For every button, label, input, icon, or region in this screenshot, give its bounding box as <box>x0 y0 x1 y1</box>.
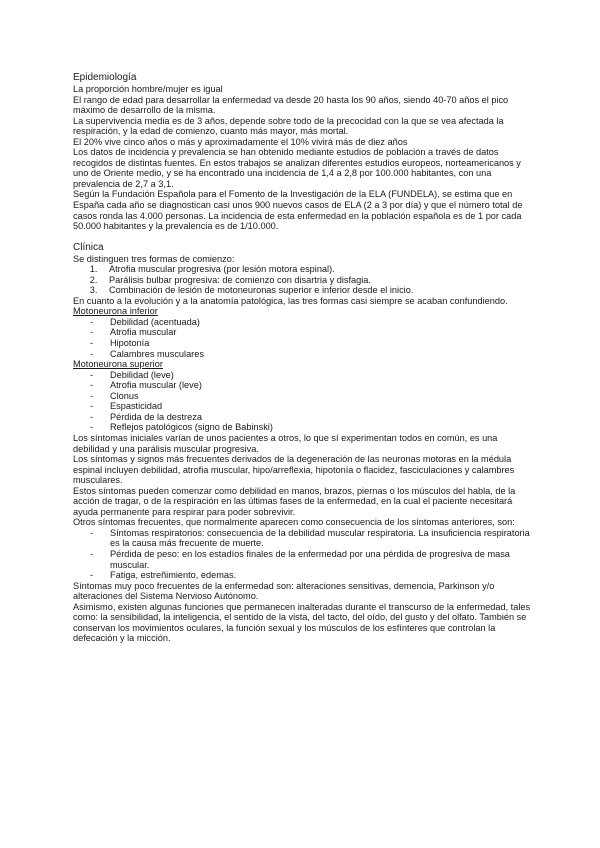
clinica-heading: Clínica <box>73 241 104 253</box>
formas-list <box>73 264 533 296</box>
list-item: - Atrofia muscular <box>73 327 533 338</box>
list-item: - Síntomas respiratorios: consecuencia de la debilidad muscular respiratoria. La insuficiencia respiratoria es la causa más frecuente de muerte. <box>73 528 533 549</box>
clinica-paragraph: Asimismo, existen algunas funciones que permanecen inalteradas durante el transcurso de la enfermedad, tales como: la sensibilidad, la inteligencia, el sentido de la vista, del tacto, del oído, del gusto y del olfato. También se conservan los movimientos oculares, la función sexual y los músculos de los esfínteres que controlan la defecación y la micción. <box>73 601 531 644</box>
list-item: - Calambres musculares <box>73 349 533 360</box>
list-item: - Pérdida de peso: en los estadíos finales de la enfermedad por una pérdida de progresiva de masa muscular. <box>73 549 533 570</box>
inferior-list <box>73 317 533 359</box>
epidemiologia-paragraph: Los datos de incidencia y prevalencia se han obtenido mediante estudios de población a través de datos recogidos de distintas fuentes. En estos trabajos se analizan diferentes estudios europeos, norteamericanos y uno de Oriente medio, y se ha encontrado una incidencia de 1,4 a 2,8 por 100.000 habitantes, con una prevalencia de 2,7 a 3,1. <box>73 147 521 189</box>
epidemiologia-paragraph: La proporción hombre/mujer es igual <box>73 84 223 94</box>
clinica-paragraph: Los síntomas y signos más frecuentes derivados de la degeneración de las neuronas motoras en la médula espinal incluyen debilidad, atrofia muscular, hipo/arreflexia, hipotonía o flacidez, fasciculaciones y calambres musculares. <box>73 454 515 486</box>
list-item: - Pérdida de la destreza <box>73 412 533 423</box>
epidemiologia-paragraph: El 20% vive cinco años o más y aproximadamente el 10% vivirá más de diez años <box>73 136 408 147</box>
list-item: 3. Combinación de lesión de motoneuronas superior e inferior desde el inicio. <box>100 285 533 296</box>
epidemiologia-heading: Epidemiología <box>73 72 137 83</box>
evolucion-paragraph: En cuanto a la evolución y a la anatomía patológica, las tres formas casi siempre se acaban confundiendo. <box>73 295 508 306</box>
list-item: 2. Parálisis bulbar progresiva: de comienzo con disartria y disfagia. <box>100 275 533 286</box>
otros-sintomas-list <box>73 528 533 581</box>
epidemiologia-paragraph: El rango de edad para desarrollar la enfermedad va desde 20 hasta los 90 años, siendo 40-70 años el pico máximo de desarrollo de la misma. <box>73 94 509 116</box>
list-item: - Fatiga, estreñimiento, edemas. <box>73 570 533 581</box>
epidemiologia-paragraph: La supervivencia media es de 3 años, depende sobre todo de la precocidad con la que se vea afectada la respiración, y la edad de comienzo, cuanto más mayor, más mortal. <box>73 115 504 137</box>
epidemiologia-paragraph: Según la Fundación Española para el Fomento de la Investigación de la ELA (FUNDELA), se estima que en España cada año se diagnostican casi unos 900 nuevos casos de ELA (2 a 3 por día) y que el número total de casos ronda las 4.000 personas. La incidencia de esta enfermedad en la población española es de 1 por cada 50.000 habitantes y la prevalencia es de 1/10.000. <box>73 189 523 232</box>
list-item: - Hipotonía <box>73 338 533 349</box>
section-gap <box>73 232 533 242</box>
clinica-paragraph: Otros síntomas frecuentes, que normalmente aparecen como consecuencia de los síntomas anteriores, son: <box>73 517 515 528</box>
document-page <box>73 72 533 644</box>
superior-list <box>73 370 533 433</box>
list-item: - Debilidad (acentuada) <box>73 317 533 328</box>
clinica-paragraph: Estos síntomas pueden comenzar como debilidad en manos, brazos, piernas o los músculos del habla, de la acción de tragar, o de la respiración en las últimas fases de la enfermedad, en la cual el paciente necesitará ayuda permanente para respirar para poder sobrevivir. <box>73 485 516 517</box>
list-item: - Clonus <box>73 391 533 402</box>
list-item: - Espasticidad <box>73 401 533 412</box>
list-item: - Atrofia muscular (leve) <box>73 380 533 391</box>
clinica-intro: Se distinguen tres formas de comienzo: <box>73 253 235 264</box>
motoneurona-superior-title: Motoneurona superior <box>73 359 163 370</box>
list-item: - Reflejos patológicos (signo de Babinski) <box>73 422 533 433</box>
clinica-paragraph: Síntomas muy poco frecuentes de la enfermedad son: alteraciones sensitivas, demencia, Parkinson y/o alteraciones del Sistema Nervioso Autónomo. <box>73 580 495 602</box>
clinica-paragraph: Los síntomas iniciales varían de unos pacientes a otros, lo que sí experimentan todos en común, es una debilidad y una parálisis muscular progresiva. <box>73 432 498 454</box>
list-item: - Debilidad (leve) <box>73 370 533 381</box>
motoneurona-inferior-title: Motoneurona inferior <box>73 306 158 317</box>
list-item: 1. Atrofia muscular progresiva (por lesión motora espinal). <box>100 264 533 275</box>
